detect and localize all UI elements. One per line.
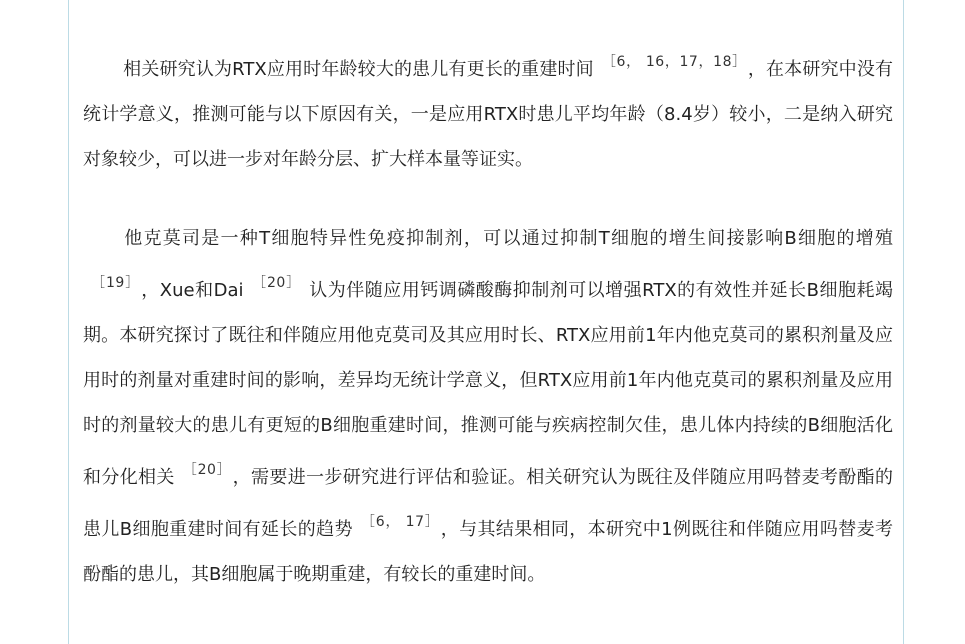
paragraph-text: 相关研究认为RTX应用时年龄较大的患儿有更长的重建时间: [123, 59, 594, 80]
citation-link[interactable]: ［6， 16，17，18］: [601, 54, 740, 70]
paragraph-text: 他克莫司是一种T细胞特异性免疫抑制剂，可以通过抑制T细胞的增生间接影响B细胞的增殖: [123, 228, 893, 249]
citation-link[interactable]: ［20］: [251, 275, 302, 291]
paragraph-age: [83, 40, 893, 182]
paragraph-text: ，Xue和Dai: [141, 280, 244, 301]
citation-link[interactable]: ［6， 17］: [360, 514, 433, 530]
paragraph-text: ，在本研究中没有统计学意义，推测可能与以下原因有关，一是应用RTX时患儿平均年龄（8.4岁）较小，二是纳入研究对象较少，可以进一步对年龄分层、扩大样本量等证实。: [83, 59, 893, 170]
paragraph-text: ，与其结果相同，本研究中1例既往和伴随应用吗替麦考酚酯的患儿，其B细胞属于晚期重建，有较长的重建时间。: [83, 519, 893, 585]
citation-link[interactable]: ［20］: [182, 462, 225, 478]
paragraph-tacrolimus: [83, 216, 893, 597]
paragraph-text: 认为伴随应用钙调磷酸酶抑制剂可以增强RTX的有效性并延长B细胞耗竭期。本研究探讨了既往和伴随应用他克莫司及其应用时长、RTX应用前1年内他克莫司的累积剂量及应用时的剂量对重建时间的影响，差异均无统计学意义，但RTX应用前1年内他克莫司的累积剂量及应用时的剂量较大的患儿有更短的B细胞重建时间，推测可能与疾病控制欠佳，患儿体内持续的B细胞活化和分化相关: [83, 280, 893, 488]
citation-link[interactable]: ［19］: [91, 275, 134, 291]
paragraph-text: ，需要进一步研究进行评估和验证。相关研究认为既往及伴随应用吗替麦考酚酯的患儿B细胞重建时间有延长的趋势: [83, 467, 893, 540]
